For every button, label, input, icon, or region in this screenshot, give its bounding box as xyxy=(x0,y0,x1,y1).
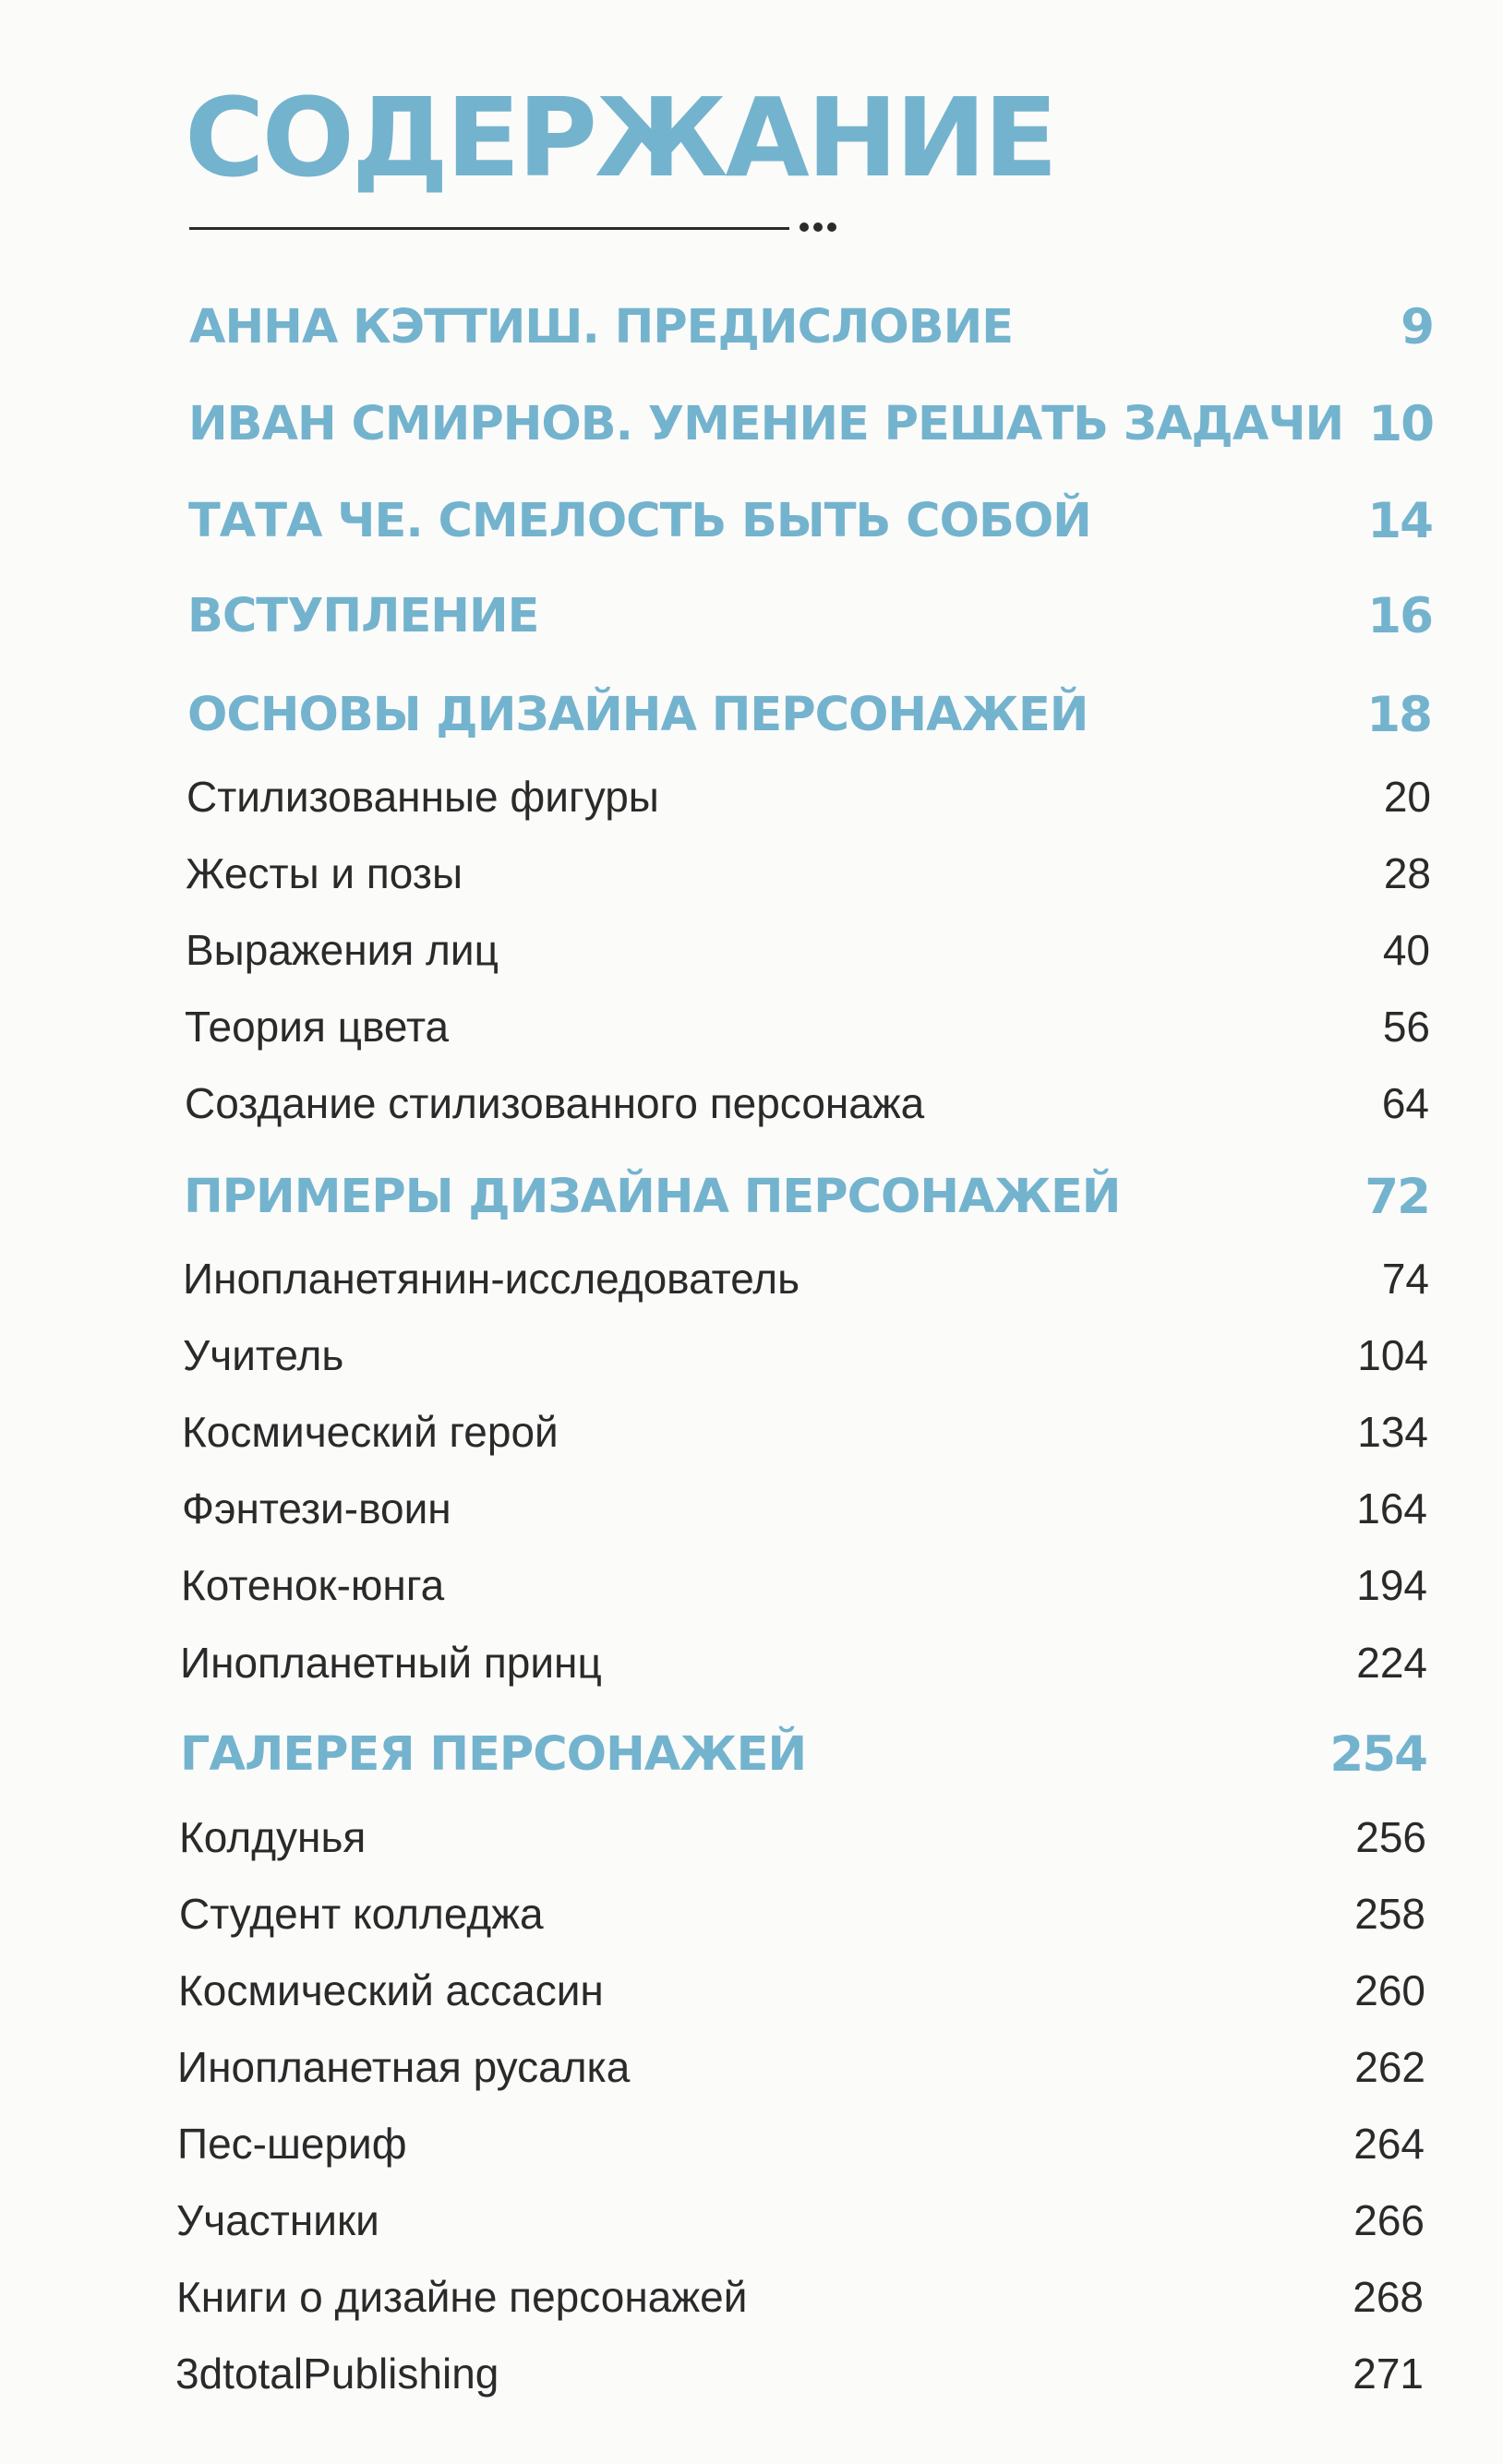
toc-entry-title: Жесты и позы xyxy=(186,849,463,897)
toc-section-row xyxy=(0,584,1503,649)
toc-page-number: 194 xyxy=(1356,1561,1427,1609)
toc-entry-row xyxy=(0,2341,1503,2406)
toc-entry-title: Студент колледжа xyxy=(179,1890,544,1938)
toc-page-number: 18 xyxy=(1366,687,1431,743)
toc-page-number: 134 xyxy=(1357,1408,1428,1456)
toc-entry-row xyxy=(0,1071,1503,1136)
toc-section-title: ИВАН СМИРНОВ. УМЕНИЕ РЕШАТЬ ЗАДАЧИ xyxy=(188,397,1344,451)
toc-entry-row xyxy=(0,918,1503,982)
toc-entry-title: Учитель xyxy=(183,1331,344,1379)
toc-section-title: ВСТУПЛЕНИЕ xyxy=(187,589,539,643)
toc-entry-title: Пес-шериф xyxy=(177,2120,407,2168)
toc-entry-title: Космический ассасин xyxy=(178,1966,604,2014)
ellipsis-dots-icon xyxy=(800,222,836,232)
toc-page-number: 104 xyxy=(1357,1331,1428,1379)
toc-entry-row xyxy=(0,1630,1503,1695)
toc-page-number: 224 xyxy=(1356,1639,1427,1687)
toc-section-row xyxy=(0,683,1503,748)
toc-page-number: 14 xyxy=(1367,493,1432,549)
toc-page-number: 262 xyxy=(1354,2043,1425,2091)
toc-entry-title: Стилизованные фигуры xyxy=(186,773,659,821)
page-title: СОДЕРЖАНИЕ xyxy=(185,74,1055,201)
toc-page-number: 10 xyxy=(1368,396,1433,452)
toc-section-title: ТАТА ЧЕ. СМЕЛОСТЬ БЫТЬ СОБОЙ xyxy=(188,494,1091,548)
toc-entry-title: Котенок-юнга xyxy=(181,1561,445,1609)
toc-section-row xyxy=(0,295,1503,360)
toc-section-row xyxy=(0,1165,1503,1230)
toc-section-title: ПРИМЕРЫ ДИЗАЙНА ПЕРСОНАЖЕЙ xyxy=(184,1170,1121,1224)
toc-entry-row xyxy=(0,1323,1503,1388)
toc-page-number: 164 xyxy=(1356,1484,1427,1532)
toc-entry-row xyxy=(0,1805,1503,1869)
toc-entry-title: Участники xyxy=(176,2196,379,2244)
toc-entry-row xyxy=(0,1400,1503,1464)
toc-entry-title: Инопланетная русалка xyxy=(177,2043,631,2091)
toc-entry-title: Книги о дизайне персонажей xyxy=(176,2273,748,2321)
toc-page-number: 268 xyxy=(1353,2273,1424,2321)
toc-page-number: 56 xyxy=(1382,1003,1430,1051)
toc-entry-title: 3dtotalPublishing xyxy=(175,2350,499,2398)
toc-page-number: 264 xyxy=(1353,2120,1425,2168)
toc-entry-row xyxy=(0,841,1503,906)
toc-section-row xyxy=(0,1723,1503,1787)
toc-entry-title: Выражения лиц xyxy=(186,926,499,974)
toc-entry-row xyxy=(0,2035,1503,2099)
toc-page-number: 74 xyxy=(1381,1255,1429,1303)
toc-page-number: 16 xyxy=(1367,588,1432,644)
toc-entry-title: Фэнтези-воин xyxy=(182,1484,451,1532)
toc-page-number: 40 xyxy=(1382,926,1430,974)
toc-section-title: АННА КЭТТИШ. ПРЕДИСЛОВИЕ xyxy=(189,300,1014,355)
toc-entry-title: Космический герой xyxy=(182,1408,559,1456)
toc-section-title: ОСНОВЫ ДИЗАЙНА ПЕРСОНАЖЕЙ xyxy=(187,688,1088,742)
toc-entry-row xyxy=(0,1881,1503,1946)
toc-section-row xyxy=(0,489,1503,554)
toc-entry-row xyxy=(0,1246,1503,1311)
toc-page-number: 258 xyxy=(1354,1890,1425,1938)
toc-page-number: 266 xyxy=(1353,2196,1425,2244)
toc-entry-title: Инопланетный принц xyxy=(180,1639,602,1687)
toc-page-number: 260 xyxy=(1354,1966,1425,2014)
toc-page-number: 271 xyxy=(1353,2350,1424,2398)
toc-section-row xyxy=(0,392,1503,457)
title-divider xyxy=(189,227,789,230)
toc-page-number: 254 xyxy=(1329,1726,1426,1783)
toc-entry-row xyxy=(0,1958,1503,2023)
toc-page-number: 20 xyxy=(1383,773,1431,821)
toc-entry-row xyxy=(0,2188,1503,2253)
toc-page-number: 72 xyxy=(1365,1169,1429,1225)
toc-page-number: 9 xyxy=(1401,299,1433,355)
toc-entry-row xyxy=(0,764,1503,829)
toc-entry-title: Создание стилизованного персонажа xyxy=(185,1079,925,1127)
toc-entry-row xyxy=(0,2265,1503,2329)
toc-page-number: 64 xyxy=(1381,1079,1429,1127)
toc-entry-title: Инопланетянин-исследователь xyxy=(183,1255,800,1303)
toc-entry-title: Теория цвета xyxy=(185,1003,450,1051)
toc-page-number: 256 xyxy=(1355,1813,1426,1861)
toc-entry-row xyxy=(0,1553,1503,1617)
toc-entry-row xyxy=(0,1476,1503,1541)
toc-page-number: 28 xyxy=(1383,849,1431,897)
toc-entry-title: Колдунья xyxy=(179,1813,367,1861)
toc-section-title: ГАЛЕРЕЯ ПЕРСОНАЖЕЙ xyxy=(180,1727,807,1782)
toc-entry-row xyxy=(0,2111,1503,2176)
toc-entry-row xyxy=(0,994,1503,1059)
